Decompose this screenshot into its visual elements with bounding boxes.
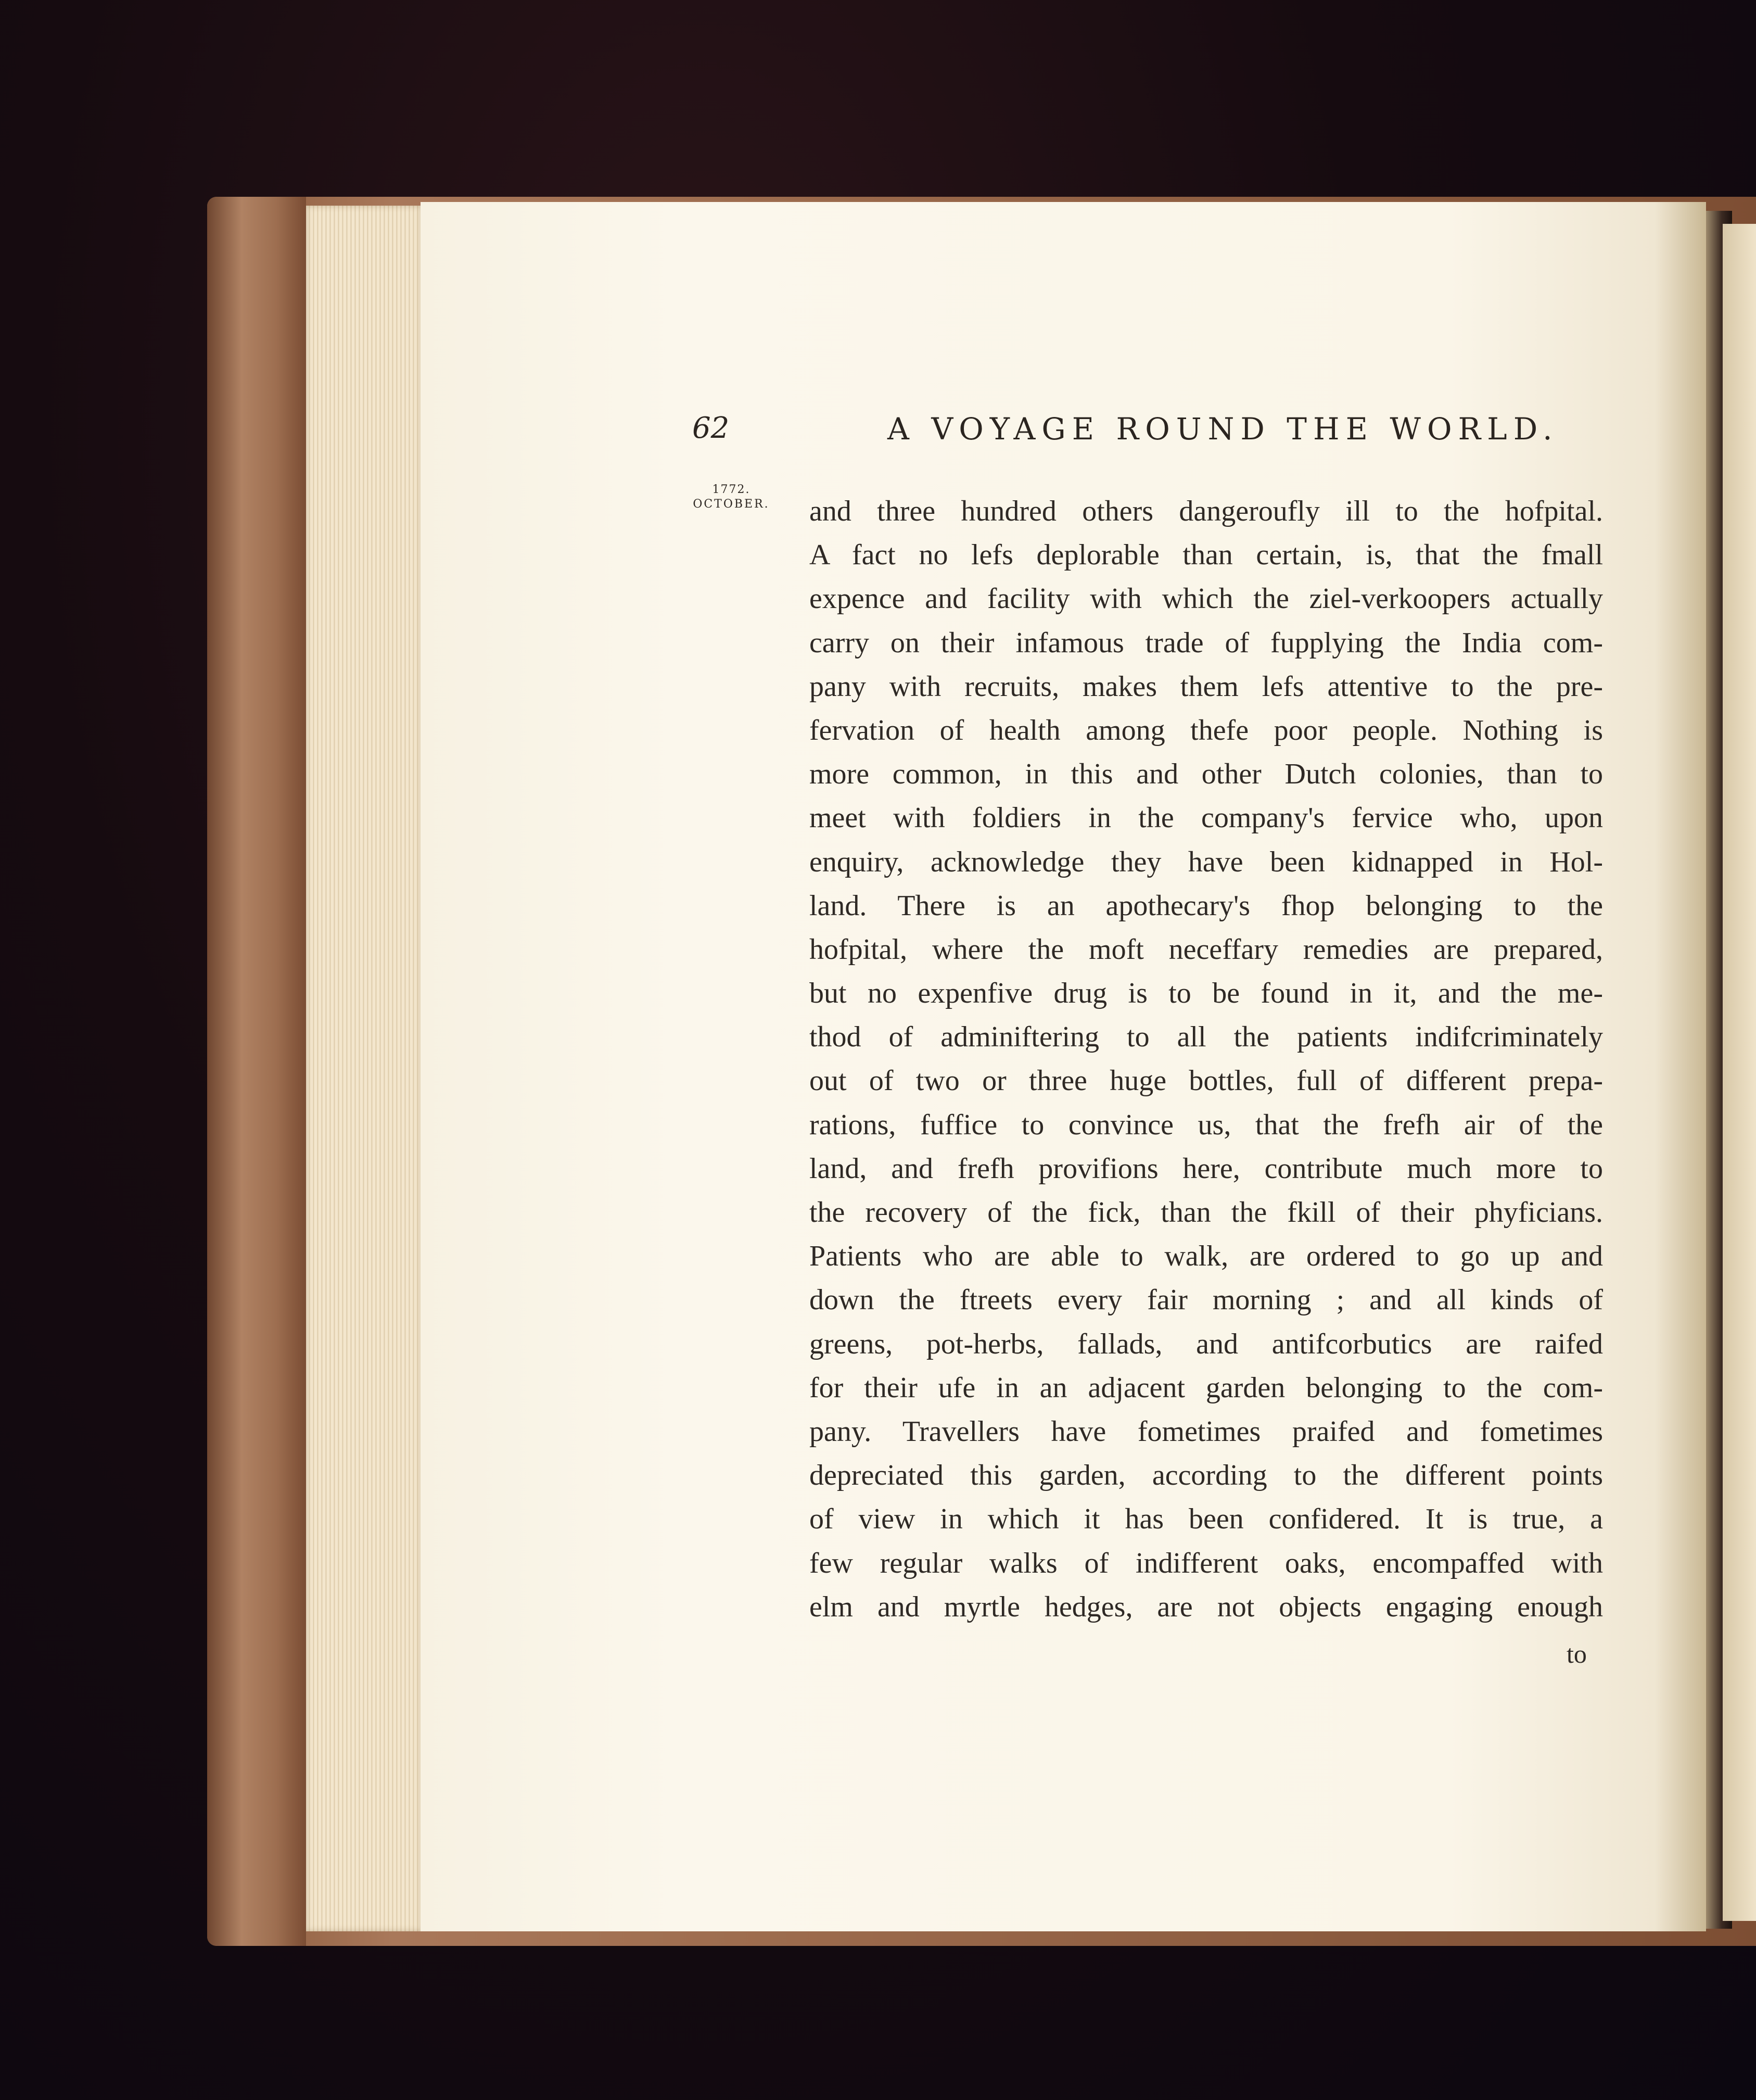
text-line: fervation of health among thefe poor people. Nothing is: [809, 714, 1603, 747]
text-line: Patients who are able to walk, are ordered to go up and: [809, 1240, 1603, 1273]
text-line: and three hundred others dangeroufly ill to the hofpital.: [809, 495, 1603, 527]
text-line: rations, fuffice to convince us, that the frefh air of the: [809, 1108, 1603, 1141]
text-line: for their ufe in an adjacent garden belonging to the com-: [809, 1371, 1603, 1404]
text-line: of view in which it has been confidered. It is true, a: [809, 1503, 1603, 1536]
margin-year: 1772.: [712, 483, 750, 496]
cover-edge: [207, 197, 306, 1946]
margin-note: [677, 484, 786, 510]
text-line: the recovery of the fick, than the fkill of their phyficians.: [809, 1196, 1603, 1229]
text-line: enquiry, acknowledge they have been kidnapped in Hol-: [809, 845, 1603, 878]
text-line: land, and frefh provifions here, contribute much more to: [809, 1152, 1603, 1185]
text-line: meet with foldiers in the company's fervice who, upon: [809, 802, 1603, 834]
text-line: A fact no lefs deplorable than certain, is, that the fmall: [809, 539, 1603, 572]
facing-page-edge: [1723, 224, 1756, 1921]
text-line: pany. Travellers have fometimes praifed and fometimes: [809, 1415, 1603, 1448]
margin-month: OCTOBER.: [693, 498, 770, 511]
page-block-edge: [306, 206, 422, 1931]
text-line: more common, in this and other Dutch colonies, than to: [809, 758, 1603, 791]
text-line: elm and myrtle hedges, are not objects engaging enough: [809, 1590, 1603, 1623]
text-line: down the ftreets every fair morning ; and all kinds of: [809, 1284, 1603, 1317]
text-line: expence and facility with which the ziel-verkoopers actually: [809, 583, 1603, 615]
body-text: [809, 489, 1603, 1629]
running-head: [692, 411, 1559, 458]
text-line: thod of adminiftering to all the patients indifcriminately: [809, 1021, 1603, 1054]
text-line: depreciated this garden, according to the different points: [809, 1459, 1603, 1492]
running-title: A VOYAGE ROUND THE WORLD.: [887, 411, 1559, 447]
text-line: land. There is an apothecary's fhop belonging to the: [809, 889, 1603, 922]
text-line: hofpital, where the moft neceffary remedies are prepared,: [809, 933, 1603, 966]
page-number: 62: [692, 411, 730, 445]
text-line: carry on their infamous trade of fupplying the India com-: [809, 626, 1603, 659]
text-line: few regular walks of indifferent oaks, encompaffed with: [809, 1547, 1603, 1579]
text-line: but no expenfive drug is to be found in it, and the me-: [809, 977, 1603, 1010]
catchword: to: [1567, 1639, 1587, 1668]
text-line: out of two or three huge bottles, full of different prepa-: [809, 1065, 1603, 1097]
text-line: greens, pot-herbs, fallads, and antifcorbutics are raifed: [809, 1327, 1603, 1360]
text-line: pany with recruits, makes them lefs attentive to the pre-: [809, 670, 1603, 703]
